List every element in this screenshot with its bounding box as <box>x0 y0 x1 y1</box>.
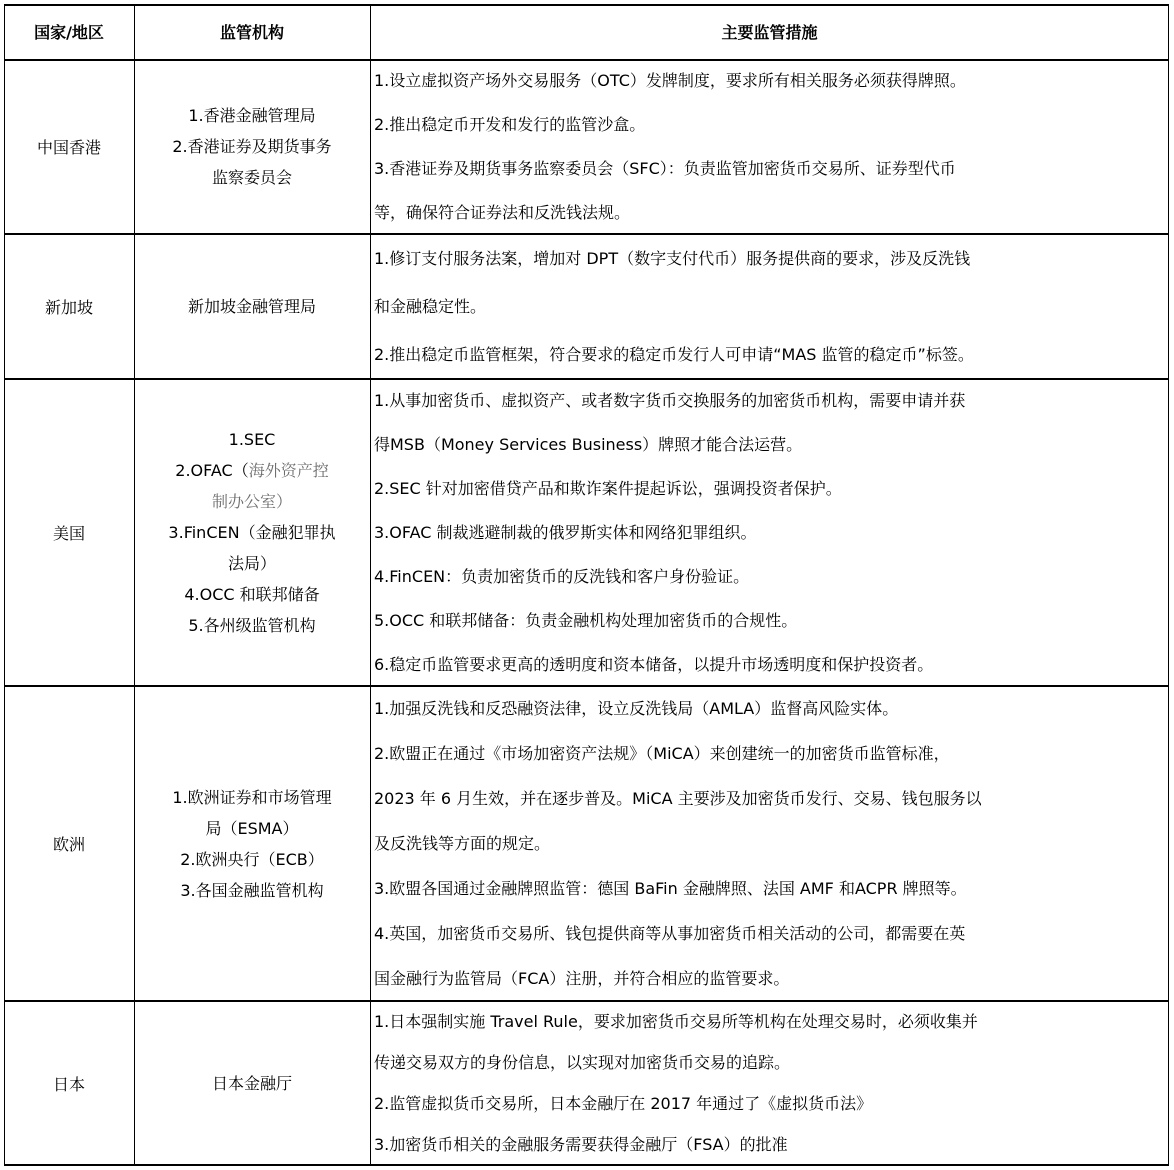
agency-text: 1.欧洲证券和市场管理 <box>172 787 332 807</box>
agency-cell <box>134 379 370 686</box>
measure-line: 2.推出稳定币开发和发行的监管沙盒。 <box>374 115 646 135</box>
measure-line: 1.设立虚拟资产场外交易服务（OTC）发牌制度，要求所有相关服务必须获得牌照。 <box>374 71 966 91</box>
measure-line: 和金融稳定性。 <box>374 297 487 316</box>
measure-line: 1.修订支付服务法案，增加对 DPT（数字支付代币）服务提供商的要求，涉及反洗钱 <box>374 248 971 268</box>
table-vertical-rule <box>134 4 135 1165</box>
measure-line: 国金融行为监管局（FCA）注册，并符合相应的监管要求。 <box>374 969 790 988</box>
measure-line: 等，确保符合证券法和反洗钱法规。 <box>374 202 631 222</box>
agency-cell <box>134 234 370 379</box>
table-horizontal-rule <box>4 59 1169 61</box>
agency-line <box>212 486 292 517</box>
agency-line <box>188 100 315 131</box>
measure-line: 3.加密货币相关的金融服务需要获得金融厅（FSA）的批准 <box>374 1135 788 1154</box>
agency-cell <box>134 59 370 234</box>
measure-line: 5.OCC 和联邦储备：负责金融机构处理加密货币的合规性。 <box>374 610 798 630</box>
region-name: 日本 <box>52 1074 85 1094</box>
agency-cell <box>134 1001 370 1165</box>
region-cell <box>4 234 134 379</box>
agency-line <box>229 424 276 455</box>
measures-cell <box>370 234 1169 379</box>
header-measures-label: 主要监管措施 <box>721 23 818 42</box>
region-name: 美国 <box>52 524 85 543</box>
agency-line <box>180 875 323 906</box>
agency-line <box>212 162 292 193</box>
agency-line <box>172 131 331 162</box>
agency-line <box>188 610 315 641</box>
measure-line: 2.监管虚拟货币交易所，日本金融厅在 2017 年通过了《虚拟货币法》 <box>374 1094 873 1113</box>
regulation-table <box>4 4 1169 1165</box>
table-horizontal-rule <box>4 1164 1169 1166</box>
region-cell <box>4 379 134 686</box>
measure-line: 4.英国，加密货币交易所、钱包提供商等从事加密货币相关活动的公司，都需要在英 <box>374 924 966 943</box>
region-cell <box>4 1001 134 1165</box>
measure-line: 1.加强反洗钱和反恐融资法律，设立反洗钱局（AMLA）监督高风险实体。 <box>374 699 899 718</box>
table-horizontal-rule <box>4 233 1169 235</box>
measure-line: 2.SEC 针对加密借贷产品和欺诈案件提起诉讼，强调投资者保护。 <box>374 479 842 499</box>
agency-text: 新加坡金融管理局 <box>187 297 316 316</box>
measure-line: 传递交易双方的身份信息，以实现对加密货币交易的追踪。 <box>374 1053 791 1072</box>
header-measures <box>370 4 1169 59</box>
agency-line <box>228 548 276 579</box>
agency-text: 法局） <box>227 554 276 573</box>
table-horizontal-rule <box>4 1000 1169 1002</box>
measure-line: 1.从事加密货币、虚拟资产、或者数字货币交换服务的加密货币机构，需要申请并获 <box>374 391 966 411</box>
measure-line: 2.推出稳定币监管框架，符合要求的稳定币发行人可申请“MAS 监管的稳定币”标签。 <box>374 345 974 365</box>
header-agency <box>134 4 370 59</box>
measure-line: 得MSB（Money Services Business）牌照才能合法运营。 <box>374 435 803 455</box>
table-vertical-rule <box>4 4 5 1166</box>
agency-text: 2.欧洲央行（ECB） <box>180 849 324 869</box>
agency-line <box>180 844 324 875</box>
measure-line: 2023 年 6 月生效，并在逐步普及。MiCA 主要涉及加密货币发行、交易、钱包服务以 <box>374 789 982 808</box>
measures-cell <box>370 379 1169 686</box>
measure-line: 1.日本强制实施 Travel Rule，要求加密货币交易所等机构在处理交易时，必须收集并 <box>374 1012 978 1031</box>
measure-line: 3.香港证券及期货事务监察委员会（SFC）：负责监管加密货币交易所、证券型代币 <box>374 158 956 178</box>
region-name: 欧洲 <box>52 835 85 854</box>
table-horizontal-rule <box>4 4 1169 6</box>
agency-text: 1.香港金融管理局 <box>188 106 316 125</box>
agency-text: 制办公室） <box>211 492 292 511</box>
region-cell <box>4 59 134 234</box>
agency-text: 2.OFAC（ <box>175 461 249 480</box>
agency-text: 4.OCC 和联邦储备 <box>184 585 320 604</box>
measures-cell <box>370 1001 1169 1165</box>
measures-cell <box>370 59 1169 234</box>
agency-text: 3.FinCEN（金融犯罪执 <box>168 523 336 542</box>
header-agency-label: 监管机构 <box>219 23 284 42</box>
measure-line: 6.稳定币监管要求更高的透明度和资本储备，以提升市场透明度和保护投资者。 <box>374 654 934 674</box>
agency-text: 海外资产控 <box>248 461 329 480</box>
agency-line <box>168 517 335 548</box>
region-cell <box>4 686 134 1001</box>
header-region-label: 国家/地区 <box>34 23 104 42</box>
agency-text: 1.SEC <box>228 430 276 449</box>
agency-line <box>188 291 316 322</box>
agency-line <box>175 455 328 486</box>
measures-cell <box>370 686 1169 1001</box>
agency-text: 局（ESMA） <box>205 818 299 838</box>
header-region <box>4 4 134 59</box>
agency-line <box>205 813 298 844</box>
measure-line: 4.FinCEN：负责加密货币的反洗钱和客户身份验证。 <box>374 566 750 586</box>
agency-text: 监察委员会 <box>211 168 292 187</box>
agency-text: 5.各州级监管机构 <box>188 616 316 635</box>
agency-text: 日本金融厅 <box>211 1073 292 1093</box>
region-name: 新加坡 <box>44 298 93 317</box>
measure-line: 2.欧盟正在通过《市场加密资产法规》（MiCA）来创建统一的加密货币监管标准， <box>374 744 950 763</box>
agency-line <box>184 579 319 610</box>
measure-line: 3.欧盟各国通过金融牌照监管：德国 BaFin 金融牌照、法国 AMF 和ACPR 牌照等。 <box>374 879 967 898</box>
measure-line: 及反洗钱等方面的规定。 <box>374 834 551 853</box>
table-horizontal-rule <box>4 685 1169 687</box>
agency-cell <box>134 686 370 1001</box>
measure-line: 3.OFAC 制裁逃避制裁的俄罗斯实体和网络犯罪组织。 <box>374 523 757 542</box>
table-vertical-rule <box>370 4 371 1165</box>
agency-text: 3.各国金融监管机构 <box>180 880 324 900</box>
agency-line <box>172 782 331 813</box>
agency-line <box>212 1068 292 1099</box>
agency-text: 2.香港证券及期货事务 <box>172 137 332 156</box>
table-horizontal-rule <box>4 378 1169 380</box>
table-vertical-rule <box>1168 4 1169 1166</box>
region-name: 中国香港 <box>36 138 101 157</box>
